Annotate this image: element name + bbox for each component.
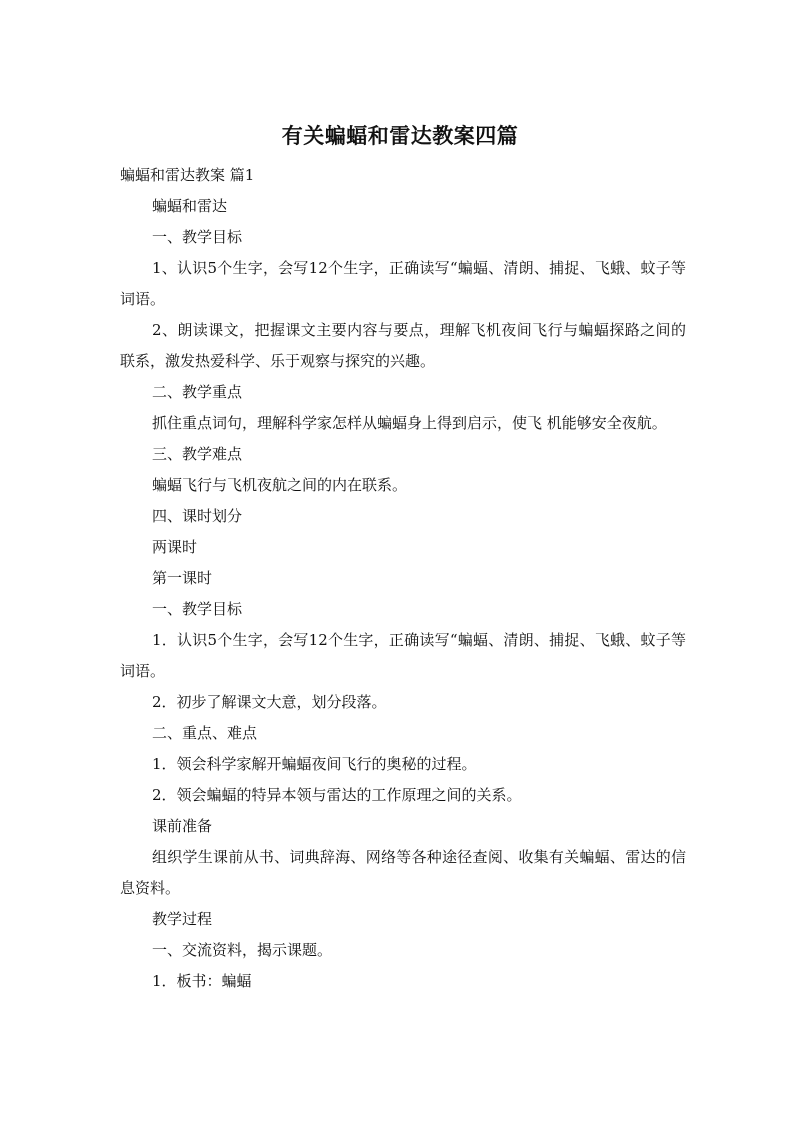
paragraph: 1、认识5个生字，会写12个生字，正确读写“蝙蝠、清朗、捕捉、飞蛾、蚊子等词语。 [120,259,686,308]
document-body [120,160,686,997]
paragraph: 一、教学目标 [152,228,243,246]
paragraph: 组织学生课前从书、词典辞海、网络等各种途径查阅、收集有关蝙蝠、雷达的信息资料。 [120,848,686,897]
paragraph: 一、交流资料，揭示课题。 [152,941,333,959]
paragraph: 第一课时 [152,569,213,587]
section-heading: 蝙蝠和雷达教案 篇1 [120,166,255,184]
paragraph: 课前准备 [152,817,213,835]
paragraph: 1．板书：蝙蝠 [152,972,252,990]
paragraph: 二、重点、难点 [152,724,258,742]
paragraph: 1．领会科学家解开蝙蝠夜间飞行的奥秘的过程。 [152,755,477,773]
paragraph: 2．领会蝙蝠的特异本领与雷达的工作原理之间的关系。 [152,786,522,804]
paragraph: 两课时 [152,538,198,556]
paragraph: 1．认识5个生字，会写12个生字，正确读写“蝙蝠、清朗、捕捉、飞蛾、蚊子等词语。 [120,631,686,680]
paragraph: 四、课时划分 [152,507,243,525]
paragraph: 抓住重点词句，理解科学家怎样从蝙蝠身上得到启示，使飞 机能够安全夜航。 [152,414,667,432]
paragraph: 教学过程 [152,910,213,928]
paragraph: 2．初步了解课文大意，划分段落。 [152,693,387,711]
paragraph: 蝙蝠飞行与飞机夜航之间的内在联系。 [152,476,408,494]
paragraph: 2、朗读课文，把握课文主要内容与要点，理解飞机夜间飞行与蝙蝠探路之间的联系，激发热爱科学、乐于观察与探究的兴趣。 [120,321,686,370]
paragraph: 蝙蝠和雷达 [152,197,228,215]
paragraph: 一、教学目标 [152,600,243,618]
paragraph: 二、教学重点 [152,383,243,401]
paragraph: 三、教学难点 [152,445,243,463]
document-title: 有关蝙蝠和雷达教案四篇 [281,124,519,148]
